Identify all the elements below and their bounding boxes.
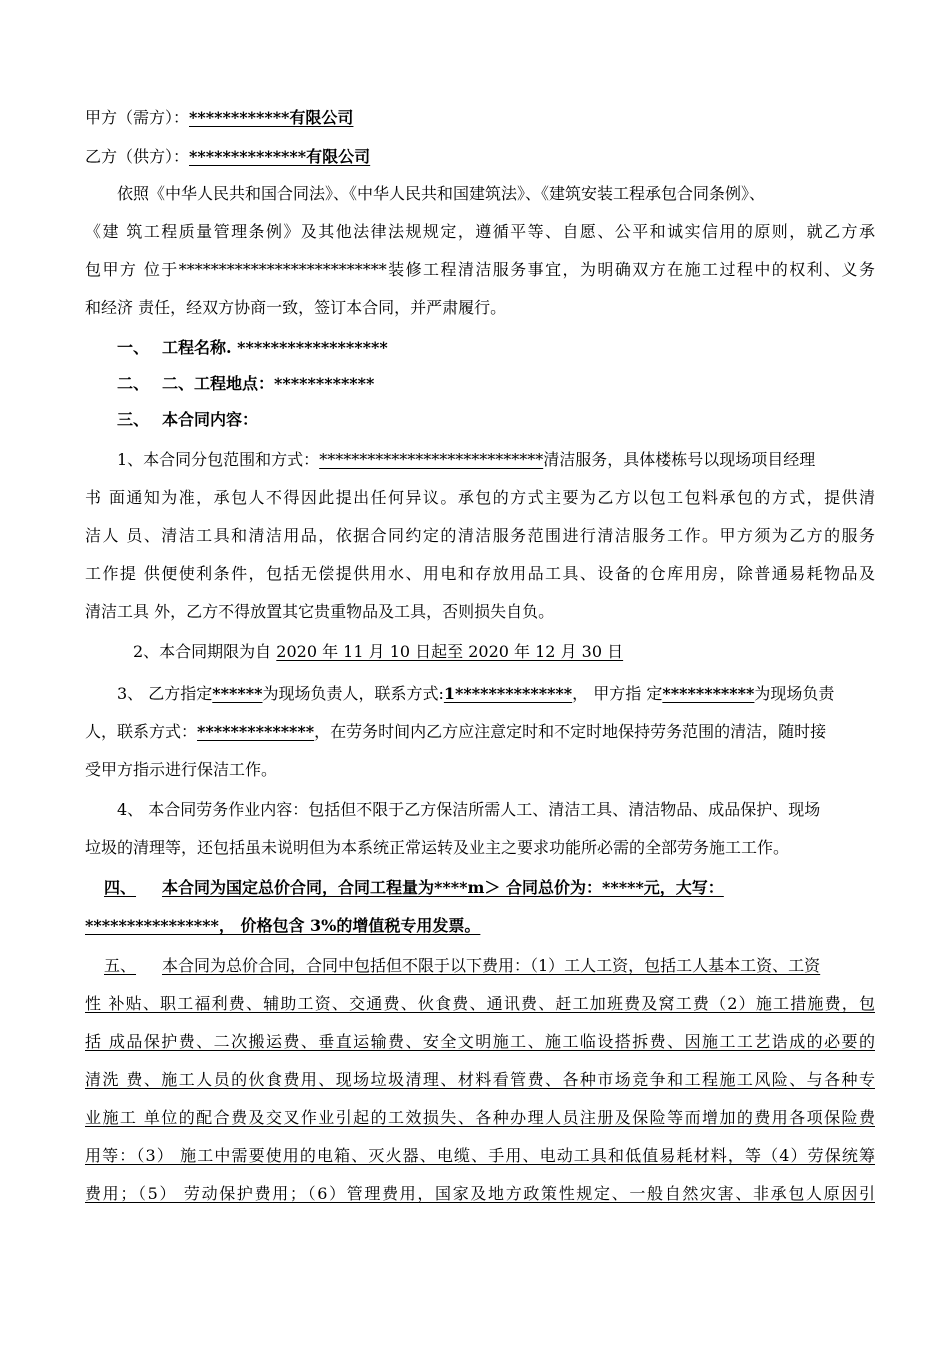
item-1-line-1 <box>117 449 875 471</box>
item-1-first-rest: 清洁服务，具体楼栋号以现场项目经理 <box>543 450 816 469</box>
item-3-g: 为现场负责 <box>754 684 835 703</box>
section-five-line-4: 清洗 费、施工人员的伙食费用、现场垃圾清理、材料看管费、各种市场竞争和工程施工风险、与各种专 <box>85 1070 875 1089</box>
item-4-line-1: 4、 本合同劳务作业内容：包括但不限于乙方保洁所需人工、清洁工具、清洁物品、成品保护、现场 <box>117 800 821 819</box>
item-1-scope: **************************** <box>319 450 544 469</box>
section-four-number: 四、 <box>104 878 137 897</box>
section-five-line-1: 本合同为总价合同，合同中包括但不限于以下费用：（1）工人工资，包括工人基本工资、工资 <box>162 956 821 975</box>
party-b-name: **************有限公司 <box>189 147 371 166</box>
section-two-number: 二、 <box>117 374 150 393</box>
section-five-number: 五、 <box>104 956 137 975</box>
section-four-line-1: 本合同为国定总价合同，合同工程量为****m＞ 合同总价为：*****元，大写： <box>162 878 724 897</box>
intro-line-3: 包甲方 位于**************************装修工程清洁服务事宜，为明确双方在施工过程中的权利、义务 <box>85 260 875 279</box>
item-2-line <box>133 641 923 663</box>
section-five-line-7: 费用；（5） 劳动保护费用；（6）管理费用，国家及地方政策性规定、一般自然灾害、非承包人原因引 <box>85 1184 875 1203</box>
item-3-h: 人，联系方式： <box>85 722 198 741</box>
item-3-line-2 <box>85 721 875 743</box>
item-3-j: ，在劳务时间内乙方应注意定时和不定时地保持劳务范围的清洁，随时接 <box>314 722 827 741</box>
item-2-prefix: 2、本合同期限为自 <box>133 642 277 661</box>
item-3-a: 3、 乙方指定 <box>117 684 213 703</box>
section-five-line-2: 性 补贴、职工福利费、辅助工资、交通费、伙食费、通讯费、赶工加班费及窝工费（2）施工措施费，包 <box>85 994 875 1013</box>
party-a-name: ************有限公司 <box>189 108 354 127</box>
party-b-label: 乙方（供方）： <box>85 147 190 166</box>
item-1-line-4: 工作提 供便使利条件，包括无偿提供用水、用电和存放用品工具、设备的仓库用房，除普通易耗物品及 <box>85 564 875 583</box>
item-3-i-phone: ************** <box>197 722 315 741</box>
section-five-line-6: 用等：（3） 施工中需要使用的电箱、灭火器、电缆、手用、电动工具和低值易耗材料，等（4）劳保统筹 <box>85 1146 875 1165</box>
item-3-b-manager-name: ****** <box>212 684 263 703</box>
section-one-number: 一、 <box>117 338 150 357</box>
party-b-line <box>85 146 875 168</box>
item-3-f-party-a-manager: *********** <box>662 684 755 703</box>
item-1-line-3: 洁人 员、清洁工具和清洁用品，依据合同约定的清洁服务范围进行清洁服务工作。甲方须为乙方的服务 <box>85 526 875 545</box>
item-2-period: 2020 年 11 月 10 日起至 2020 年 12 月 30 日 <box>276 642 624 661</box>
party-a-label: 甲方（需方）： <box>85 108 190 127</box>
section-four-line-2: ****************， 价格包含 3%的增值税专用发票。 <box>85 916 481 935</box>
item-4-line-2: 垃圾的清理等，还包括虽未说明但为本系统正常运转及业主之要求功能所必需的全部劳务施工工作。 <box>85 838 790 857</box>
section-one-title: 工程名称. ****************** <box>162 338 388 357</box>
item-3-e: ， 甲方指 定 <box>572 684 663 703</box>
party-a-line <box>85 107 875 129</box>
section-three-title: 本合同内容： <box>162 410 259 429</box>
item-1-prefix: 1、本合同分包范围和方式： <box>117 450 320 469</box>
item-3-line-1 <box>117 683 875 705</box>
item-1-line-2: 书 面通知为准，承包人不得因此提出任何异议。承包的方式主要为乙方以包工包料承包的方式，提供清 <box>85 488 875 507</box>
intro-line-1: 依照《中华人民共和国合同法》、《中华人民共和国建筑法》、《建筑安装工程承包合同条例》、 <box>117 184 766 203</box>
section-five-line-5: 业施工 单位的配合费及交叉作业引起的工效损失、各种办理人员注册及保险等而增加的费用各项保险费 <box>85 1108 875 1127</box>
section-two-title: 二、工程地点：************ <box>162 374 375 393</box>
intro-line-2: 《建 筑工程质量管理条例》及其他法律法规规定，遵循平等、自愿、公平和诚实信用的原则，就乙方承 <box>85 222 875 241</box>
item-3-line-3: 受甲方指示进行保洁工作。 <box>85 760 278 779</box>
section-three-number: 三、 <box>117 410 150 429</box>
item-3-c: 为现场负责人，联系方式: <box>262 684 444 703</box>
item-3-d-phone: 1************** <box>443 684 573 703</box>
intro-line-4: 和经济 责任，经双方协商一致，签订本合同，并严肃履行。 <box>85 298 507 317</box>
section-five-line-3: 括 成品保护费、二次搬运费、垂直运输费、安全文明施工、施工临设搭拆费、因施工工艺诰成的必要的 <box>85 1032 875 1051</box>
item-1-line-5: 清洁工具 外，乙方不得放置其它贵重物品及工具，否则损失自负。 <box>85 602 555 621</box>
